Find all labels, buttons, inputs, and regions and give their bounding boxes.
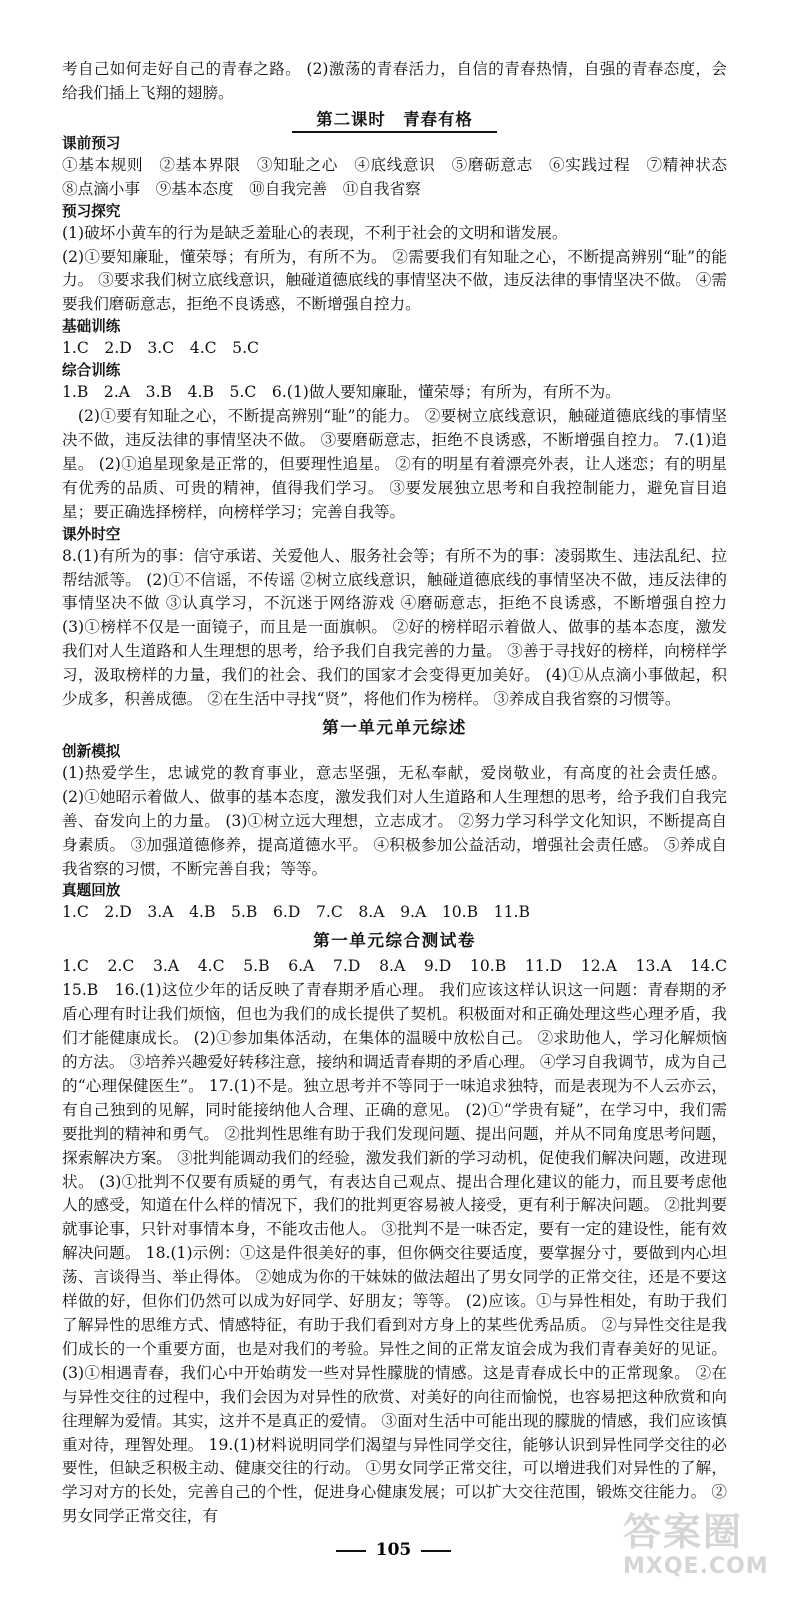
lesson-section (62, 134, 743, 712)
lesson-heading (62, 108, 727, 133)
unit-test-section (62, 955, 743, 1529)
section-label-comprehensive: 综合训练 (62, 362, 121, 380)
outside-answer: 8.(1)有所为的事：信守承诺、关爱他人、服务社会等；有所不为的事：凌弱欺生、违法乱纪、拉帮结派等。 (2)①不信谣，不传谣 ②树立底线意识，触碰道德底线的事情坚决不做，违反法律的事情坚决不做 ③认真学习，不沉迷于网络游戏 ④磨砺意志，拒绝不良诱惑，不断增强自控力 (3)①榜样不仅是一面镜子，而且是一面旗帜。 ②好的榜样昭示着做人、做事的基本态度，激发我们对人生道路和人生理想的思考，给予我们自我完善的力量。 ③善于寻找好的榜样，向榜样学习，汲取榜样的力量，我们的社会、我们的国家才会变得更加美好。 (4)①从点滴小事做起，积少成多，积善成德。 ②在生活中寻找“贤”，将他们作为榜样。 ③养成自我省察的习惯等。 (62, 546, 732, 709)
section-label-preview: 课前预习 (62, 134, 121, 152)
lesson-title: 第二课时 青春有格 (292, 108, 497, 133)
intro-paragraph (62, 58, 727, 106)
explore-answer-1: (1)破坏小黄车的行为是缺乏羞耻心的表现，不利于社会的文明和谐发展。 (62, 223, 568, 242)
section-label-basic: 基础训练 (62, 318, 121, 336)
section-label-innovation: 创新模拟 (62, 742, 121, 760)
unit-test-heading: 第一单元综合测试卷 (313, 930, 476, 951)
unit-test-answers: 1.C 2.C 3.A 4.C 5.B 6.A 7.D 8.A 9.D 10.B 11.D 12.A 13.A 14.C 15.B 16.(1)这位少年的话反映了青春期矛盾心理。 我们应该这样认识这一问题：青春期的矛盾心理有时让我们烦恼，但也为我们的成长提供了契机。积极面对和正确处理这些心理矛盾，我们才能健康成长。 (2)①参加集体活动，在集体的温暖中放松自己。 ②求助他人，学习化解烦恼的方法。 ③培养兴趣爱好转移注意，接纳和调适青春期的矛盾心理。 ④学习自我调节，成为自己的“心理保健医生”。 17.(1)不是。独立思考并不等同于一味追求独特，而是表现为不人云亦云，有自己独到的见解，同时能接纳他人合理、正确的意见。 (2)①“学贵有疑”，在学习中，我们需要批判的精神和勇气。 ②批判性思维有助于我们发现问题、提出问题，并从不同角度思考问题，探索解决方案。 ③批判能调动我们的经验，激发我们新的学习动机，促使我们解决问题，改进现状。 (3)①批判不仅要有质疑的勇气，有表达自己观点、提出合理化建议的能力，而且要考虑他人的感受，知道在什么样的情况下，我们的批判更容易被人接受，更有利于解决问题。 ②批判要就事论事，只针对事情本身，不能攻击他人。 ③批判不是一味否定，要有一定的建设性，能有效解决问题。 18.(1)示例：①这是件很美好的事，但你俩交往要适度，要掌握分寸，要做到内心坦荡、言谈得当、举止得体。 ②她成为你的干妹妹的做法超出了男女同学的正常交往，还是不要这样做的好，但你们仍然可以成为好同学、好朋友；等等。 (2)应该。①与异性相处，有助于我们了解异性的思维方式、情感特征，有助于我们看到对方身上的某些优秀品质。 ②与异性交往是我们成长的一个重要方面，也是对我们的考验。异性之间的正常友谊会成为我们青春美好的见证。 (3)①相遇青春，我们心中开始萌发一些对异性朦胧的情感。这是青春成长中的正常现象。 ②在与异性交往的过程中，我们会因为对异性的欣赏、对美好的向往而愉悦，也容易把这种欣赏和向往理解为爱情。其实，这并不是真正的爱情。 ③面对生活中可能出现的朦胧的情感，我们应该慎重对待，理智处理。 19.(1)材料说明同学们渴望与异性同学交往，能够认识到异性同学交往的必要性，但缺乏积极主动、健康交往的行动。 ①男女同学正常交往，可以增进我们对异性的了解，学习对方的长处，完善自己的个性，促进身心健康发展；可以扩大交往范围，锻炼交往能力。 ②男女同学正常交往，有 (62, 957, 743, 1526)
section-label-review: 真题回放 (62, 882, 121, 900)
page-number-text: 105 (375, 1540, 412, 1560)
review-answers: 1.C 2.D 3.A 4.B 5.B 6.D 7.C 8.A 9.A 10.B 11.B (62, 903, 530, 922)
unit-summary-heading: 第一单元单元综述 (322, 716, 467, 737)
watermark-logo (623, 1510, 773, 1595)
dash-right (421, 1550, 451, 1552)
comprehensive-answer-2: (2)①要有知耻之心，不断提高辨别“耻”的能力。 ②要树立底线意识，触碰道德底线的事情坚决不做，违反法律的事情坚决不做。 ③要磨砺意志，拒绝不良诱惑，不断增强自控力。 7.(1)追星。 (2)①追星现象是正常的，但要理性追星。 ②有的明星有着漂亮外表，让人迷恋；有的明星有优秀的品质、可贵的精神，值得我们学习。 ③要发展独立思考和自我控制能力，避免盲目追星；要正确选择榜样，向榜样学习；完善自我等。 (62, 407, 727, 521)
dash-left (336, 1550, 366, 1552)
preview-answers: ①基本规则 ②基本界限 ③知耻之心 ④底线意识 ⑤磨砺意志 ⑥实践过程 ⑦精神状态 ⑧点滴小事 ⑨基本态度 ⑩自我完善 ⑪自我省察 (62, 155, 743, 198)
text-line: 考自己如何走好自己的青春之路。 (2)激荡的青春活力，自信的青春热情，自强的青春态度，会给我们插上飞翔的翅膀。 (62, 60, 727, 102)
watermark-bottom-text: MXQE.COM (623, 1554, 769, 1579)
comprehensive-answer-1: 1.B 2.A 3.B 4.B 5.C 6.(1)做人要知廉耻，懂荣辱；有所为，有所不为。 (62, 383, 621, 402)
watermark-top-text: 答案圈 (623, 1510, 744, 1554)
basic-answers: 1.C 2.D 3.C 4.C 5.C (62, 339, 259, 358)
innovation-answer: (1)热爱学生，忠诚党的教育事业，意志坚强，无私奉献，爱岗敬业，有高度的社会责任感。 (2)①她昭示着做人、做事的基本态度，激发我们对人生道路和人生理想的思考，给予我们自我完善、奋发向上的力量。 (3)①树立远大理想，立志成才。 ②努力学习科学文化知识，不断提高自身素质。 ③加强道德修养，提高道德水平。 ④积极参加公益活动，增强社会责任感。 ⑤养成自我省察的习惯，不断完善自我；等等。 (62, 763, 732, 878)
section-label-explore: 预习探究 (62, 202, 121, 220)
explore-answer-2: (2)①要知廉耻，懂荣辱；有所为，有所不为。 ②需要我们有知耻之心，不断提高辨别“耻”的能力。 ③要求我们树立底线意识，触碰道德底线的事情坚决不做，违反法律的事情坚决不做。 ④需要我们磨砺意志，拒绝不良诱惑，不断增强自控力。 (62, 247, 727, 314)
section-label-outside: 课外时空 (62, 525, 121, 543)
unit-summary-section (62, 742, 732, 925)
